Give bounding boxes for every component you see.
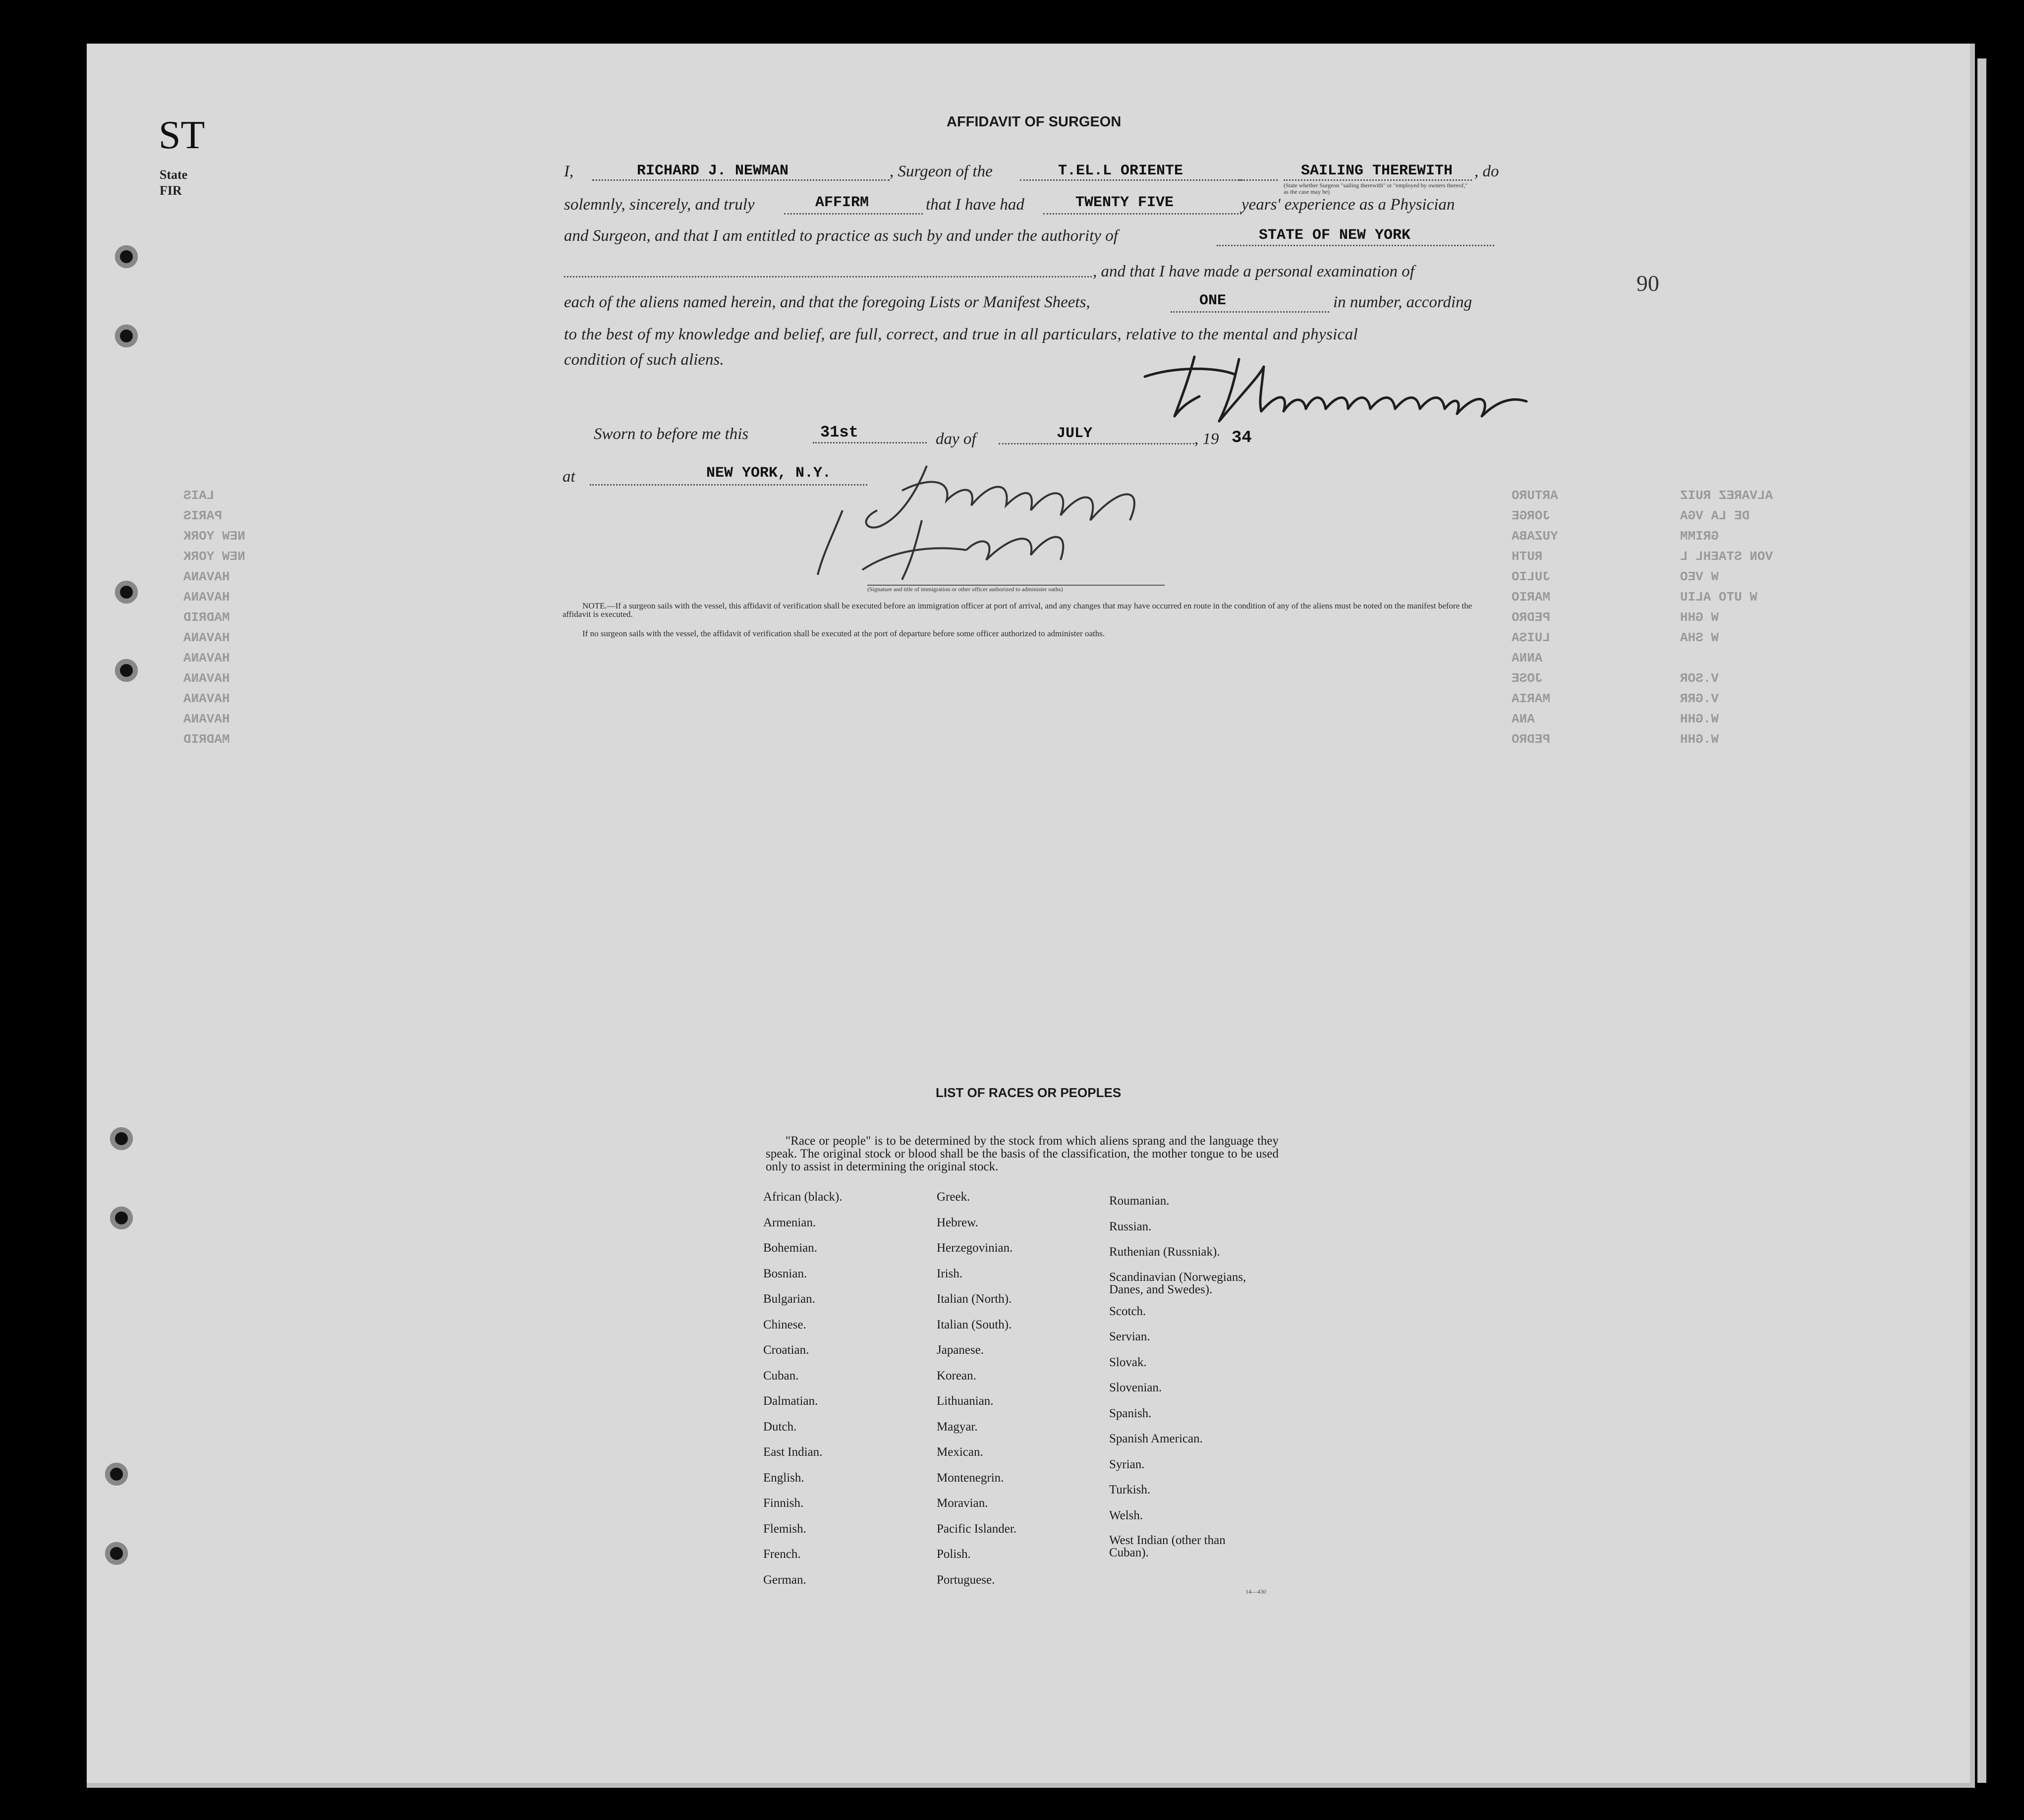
belief-text: to the best of my knowledge and belief, are full, correct, and true in all particulars, relative to the mental and physical xyxy=(564,326,1358,343)
bleed-through-text: HAVANA xyxy=(183,569,230,584)
race-item: East Indian. xyxy=(763,1445,823,1459)
race-item: Syrian. xyxy=(1109,1457,1145,1471)
race-item: Croatian. xyxy=(763,1343,809,1357)
bleed-through-text: GRIMM xyxy=(1680,529,1719,544)
at-label: at xyxy=(562,468,575,486)
affidavit-note xyxy=(562,602,1502,618)
bleed-through-text: PEDRO xyxy=(1512,732,1551,747)
race-item: Spanish American. xyxy=(1109,1432,1203,1445)
bleed-through-text: V.GRR xyxy=(1680,691,1719,706)
ship-name: T.EL.L ORIENTE xyxy=(1058,163,1183,179)
bleed-through-text: MARIO xyxy=(1512,590,1551,605)
race-item: Cuban. xyxy=(763,1369,799,1382)
in-number-text: in number, according xyxy=(1333,293,1472,311)
bleed-through-text: JULIO xyxy=(1512,569,1551,584)
race-item: Bosnian. xyxy=(763,1267,807,1280)
authority-value: STATE OF NEW YORK xyxy=(1259,227,1411,244)
race-item: African (black). xyxy=(763,1190,843,1204)
margin-fragment-letters: ST xyxy=(159,113,205,157)
bleed-through-text: HAVANA xyxy=(183,651,230,665)
sworn-place: NEW YORK, N.Y. xyxy=(706,465,832,482)
bleed-through-text: MARIA xyxy=(1512,691,1551,706)
bleed-through-text: W.GHH xyxy=(1680,732,1719,747)
bleed-through-text: ANA xyxy=(1512,712,1535,726)
sworn-year: 34 xyxy=(1232,429,1252,447)
affirm-value: AFFIRM xyxy=(815,194,869,211)
binder-hole xyxy=(105,1542,128,1565)
binder-hole xyxy=(110,1127,133,1150)
solemnly-label: solemnly, sincerely, and truly xyxy=(564,196,755,214)
binder-hole xyxy=(115,325,138,347)
binder-hole xyxy=(110,1207,133,1229)
race-item: Polish. xyxy=(937,1547,971,1561)
examination-text: , and that I have made a personal examination of xyxy=(1093,263,1414,280)
do-label: , do xyxy=(1474,163,1499,180)
authority-continuation-line xyxy=(564,275,1092,277)
race-item: Welsh. xyxy=(1109,1508,1143,1522)
race-item: Flemish. xyxy=(763,1522,806,1536)
bleed-through-text: W.GHH xyxy=(1680,712,1719,726)
race-item: Scotch. xyxy=(1109,1304,1146,1318)
affidavit-note-2: If no surgeon sails with the vessel, the affidavit of verification shall be executed at the port of departure before some officer authorized to administer oaths. xyxy=(582,629,1105,638)
bleed-through-text: PARIS xyxy=(183,508,223,523)
bleed-through-text: MADRID xyxy=(183,732,230,747)
margin-fragment-line2: FIR xyxy=(160,183,182,198)
bleed-through-text: DE LA VGA xyxy=(1680,508,1750,523)
bleed-through-text: YUZABA xyxy=(1512,529,1558,544)
race-item: Spanish. xyxy=(1109,1406,1152,1420)
race-item: Portuguese. xyxy=(937,1573,995,1587)
condition-text: condition of such aliens. xyxy=(564,351,724,369)
have-had-label: that I have had xyxy=(926,196,1024,214)
race-item: Dutch. xyxy=(763,1420,797,1434)
form-code: 14—430 xyxy=(1245,1588,1266,1595)
sworn-day: 31st xyxy=(820,423,858,441)
bleed-through-text: NEW YORK xyxy=(183,549,245,564)
race-item: Mexican. xyxy=(937,1445,983,1459)
sworn-label: Sworn to before me this xyxy=(594,425,749,443)
affirm-line xyxy=(784,212,923,215)
race-item: Bohemian. xyxy=(763,1241,818,1255)
officer-caption: (Signature and title of immigration or other officer authorized to administer oaths) xyxy=(867,586,1063,593)
authority-line xyxy=(1217,244,1494,246)
paper-edge xyxy=(1977,58,1986,1783)
sheet-count-line xyxy=(1171,310,1329,313)
race-item: Montenegrin. xyxy=(937,1471,1004,1485)
races-title: LIST OF RACES OR PEOPLES xyxy=(936,1085,1122,1100)
sheet-count: ONE xyxy=(1199,292,1227,309)
bleed-through-text: PEDRO xyxy=(1512,610,1551,625)
bleed-through-text: V.SOR xyxy=(1680,671,1719,686)
year-prefix: , 19 xyxy=(1194,430,1219,448)
bleed-through-text: HAVANA xyxy=(183,691,230,706)
day-of-label: day of xyxy=(936,430,976,448)
bleed-through-text: HAVANA xyxy=(183,590,230,605)
races-column-2 xyxy=(937,1190,1016,1599)
race-item: Magyar. xyxy=(937,1420,978,1434)
race-item: Greek. xyxy=(937,1190,970,1204)
bleed-through-text: ANNA xyxy=(1512,651,1543,665)
surgeon-signature xyxy=(1135,347,1531,431)
bleed-through-text: LUISA xyxy=(1512,630,1551,645)
bleed-through-text: ALVAREZ RUIZ xyxy=(1680,488,1773,503)
race-item: Hebrew. xyxy=(937,1215,978,1229)
bleed-through-text: LAIS xyxy=(183,488,215,503)
race-item: Lithuanian. xyxy=(937,1394,994,1408)
binder-hole xyxy=(115,581,138,604)
bleed-through-text: HAVANA xyxy=(183,712,230,726)
years-value: TWENTY FIVE xyxy=(1075,194,1174,211)
bleed-through-text: JOSE xyxy=(1512,671,1543,686)
years-line xyxy=(1043,212,1241,215)
race-item: Italian (North). xyxy=(937,1292,1012,1306)
sworn-month-line xyxy=(999,442,1194,444)
note-text: —If a surgeon sails with the vessel, this affidavit of verification shall be executed before an immigration officer at port of arrival, and any changes that may have occurred en route in the condition of any of the aliens must be noted on the manifest before the affidavit is executed. xyxy=(562,601,1472,619)
bleed-through-text: NEW YORK xyxy=(183,529,245,544)
entitled-text: and Surgeon, and that I am entitled to practice as such by and under the authority of xyxy=(564,227,1118,245)
race-item: Slovak. xyxy=(1109,1355,1147,1369)
dots-gap xyxy=(1239,178,1243,181)
races-intro: "Race or people" is to be determined by the stock from which aliens sprang and the language they speak. The original stock or blood shall be the basis of the classification, the mother tongue to be used only to assist in determining the original stock. xyxy=(766,1134,1279,1173)
race-item: Turkish. xyxy=(1109,1483,1151,1496)
race-item: German. xyxy=(763,1573,806,1587)
race-item: Korean. xyxy=(937,1369,976,1382)
bleed-through-text: W SHA xyxy=(1680,630,1719,645)
officer-signature xyxy=(803,446,1189,590)
race-item: Ruthenian (Russniak). xyxy=(1109,1245,1220,1259)
race-item-scandinavian: Scandinavian (Norwegians, Danes, and Swedes). xyxy=(1109,1270,1246,1296)
margin-fragment-line1: State xyxy=(160,167,188,182)
race-item: Bulgarian. xyxy=(763,1292,815,1306)
race-item: Armenian. xyxy=(763,1215,816,1229)
bleed-through-text: HAVANA xyxy=(183,671,230,686)
bleed-through-text: ARTURO xyxy=(1512,488,1558,503)
sailing-status: SAILING THEREWITH xyxy=(1301,163,1453,179)
sworn-month: JULY xyxy=(1057,425,1093,442)
affidavit-i: I, xyxy=(564,163,574,180)
affidavit-title: AFFIDAVIT OF SURGEON xyxy=(947,114,1122,130)
race-item: Finnish. xyxy=(763,1496,804,1510)
race-item: English. xyxy=(763,1471,804,1485)
aliens-text: each of the aliens named herein, and that the foregoing Lists or Manifest Sheets, xyxy=(564,293,1090,311)
race-item: Chinese. xyxy=(763,1318,806,1331)
race-item: Roumanian. xyxy=(1109,1194,1170,1208)
page-number: 90 xyxy=(1636,271,1659,296)
race-item: French. xyxy=(763,1547,801,1561)
bleed-through-text: W UTO ALIU xyxy=(1680,590,1758,605)
experience-label: years' experience as a Physician xyxy=(1241,196,1455,214)
sailing-note: (State whether Surgeon "sailing therewith" or "employed by owners thereof," as the case may be) xyxy=(1284,182,1468,195)
surgeon-of-label: , Surgeon of the xyxy=(890,163,993,180)
race-item: Japanese. xyxy=(937,1343,984,1357)
race-item: Italian (South). xyxy=(937,1318,1012,1331)
bleed-through-text: MADRID xyxy=(183,610,230,625)
race-item: Dalmatian. xyxy=(763,1394,818,1408)
surgeon-name: RICHARD J. NEWMAN xyxy=(637,163,789,179)
binder-hole xyxy=(115,659,138,682)
race-item: Herzegovinian. xyxy=(937,1241,1013,1255)
race-item: Moravian. xyxy=(937,1496,988,1510)
note-label: NOTE. xyxy=(582,601,607,610)
race-item: Irish. xyxy=(937,1267,963,1280)
bleed-through-text: VON STAEHL L xyxy=(1680,549,1773,564)
race-item: Servian. xyxy=(1109,1330,1150,1343)
race-item: Pacific Islander. xyxy=(937,1522,1017,1536)
bleed-through-text: W VEO xyxy=(1680,569,1719,584)
bleed-through-text: RUTH xyxy=(1512,549,1543,564)
binder-hole xyxy=(105,1463,128,1486)
races-column-3 xyxy=(1109,1194,1263,1559)
bleed-through-text: JORGE xyxy=(1512,508,1551,523)
race-item: Russian. xyxy=(1109,1219,1152,1233)
race-item-west-indian: West Indian (other than Cuban). xyxy=(1109,1534,1226,1559)
binder-hole xyxy=(115,245,138,268)
bleed-through-text: HAVANA xyxy=(183,630,230,645)
races-column-1 xyxy=(763,1190,843,1599)
race-item: Slovenian. xyxy=(1109,1381,1162,1394)
bleed-through-text: W GHH xyxy=(1680,610,1719,625)
